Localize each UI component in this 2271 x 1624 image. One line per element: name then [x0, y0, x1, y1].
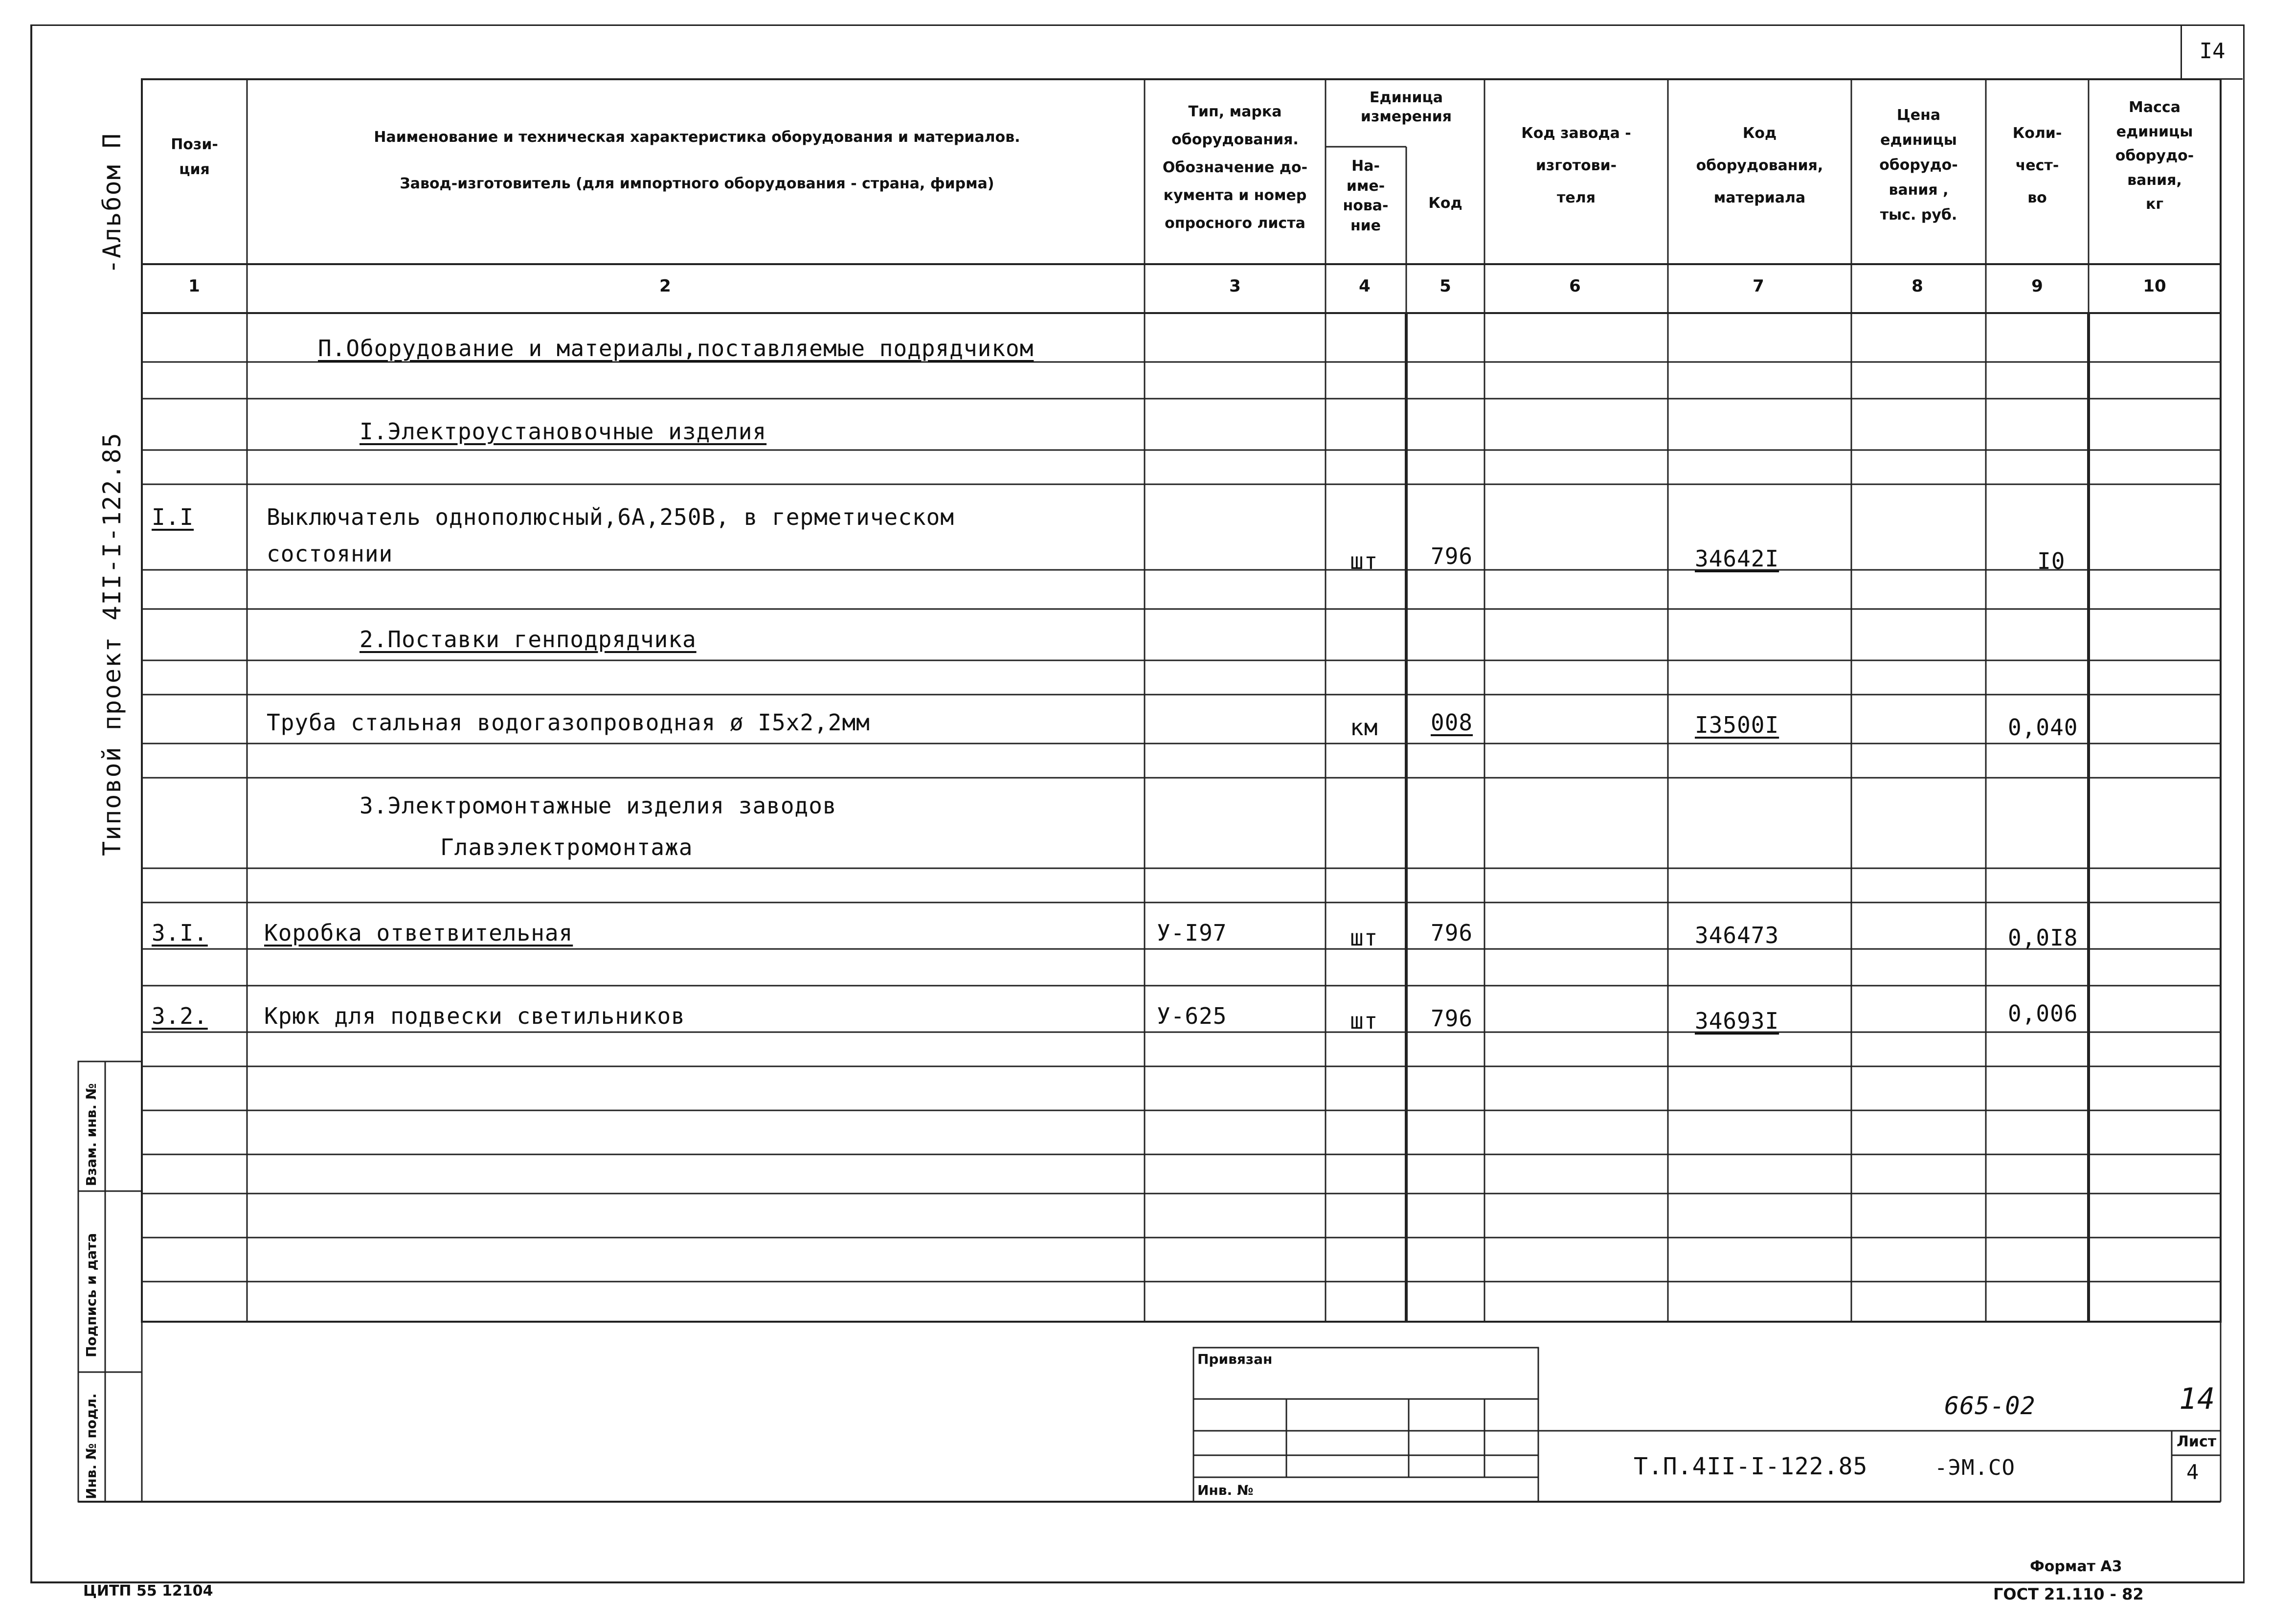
subsection-heading: I.Электроустановочные изделия: [360, 418, 767, 445]
col-num-8: 8: [1911, 276, 1923, 296]
header-mass: Масса единицы оборудо- вания, кг: [2115, 99, 2194, 213]
header-unit-name: На- име- нова- ние: [1343, 158, 1389, 234]
row-unit-code: 796: [1431, 543, 1473, 569]
header-unit: Единица измерения: [1360, 89, 1452, 125]
row-material-code: 346473: [1695, 922, 1779, 948]
col-num-6: 6: [1569, 276, 1581, 296]
podpis-data-label: Подпись и дата: [83, 1233, 99, 1357]
sheet-handwritten: 14: [2179, 1382, 2216, 1416]
document-code: Т.П.4II-I-122.85: [1634, 1453, 1868, 1480]
row-material-code: 34693I: [1695, 1008, 1779, 1034]
col-num-9: 9: [2031, 276, 2043, 296]
project-title: Типовой проект 4II-I-122.85: [98, 432, 126, 856]
list-label: Лист: [2177, 1433, 2217, 1450]
row-unit-code: 008: [1431, 709, 1473, 736]
footer-gost: ГОСТ 21.110 - 82: [1993, 1585, 2144, 1603]
subsection-heading-cont: Главэлектромонтажа: [440, 834, 693, 860]
footer-left: ЦИТП 55 12104: [83, 1582, 213, 1600]
header-type: Тип, марка оборудования. Обозначение до- кумента и номер опросного листа: [1162, 103, 1308, 232]
document-suffix: -ЭМ.СО: [1934, 1455, 2015, 1480]
row-name: Труба стальная водогазопроводная ø I5x2,2мм: [267, 709, 870, 736]
row-position: I.I: [152, 504, 194, 530]
col-num-4: 4: [1359, 276, 1371, 296]
row-type: У-I97: [1157, 920, 1227, 946]
header-factory-code: Код завода - изготови- теля: [1521, 125, 1631, 206]
inv-podl-label: Инв. № подл.: [83, 1393, 99, 1499]
row-material-code: I3500I: [1695, 712, 1779, 738]
row-name: Крюк для подвески светильников: [264, 1003, 685, 1029]
sheet-corner-number: I4: [2181, 24, 2243, 80]
col-num-10: 10: [2143, 276, 2166, 296]
row-name: Выключатель однополюсный,6А,250В, в герметическом: [267, 504, 955, 530]
row-unit: км: [1350, 714, 1378, 741]
row-position: 3.2.: [152, 1003, 208, 1029]
row-name: Коробка ответвительная: [264, 920, 573, 946]
subsection-heading: 3.Электромонтажные изделия заводов: [360, 792, 837, 819]
row-type: У-625: [1157, 1003, 1227, 1029]
header-quantity: Коли- чест- во: [2012, 125, 2062, 206]
vzam-inv-label: Взам. инв. №: [83, 1083, 99, 1186]
header-name-line2: Завод-изготовитель (для импортного оборудования - страна, фирма): [400, 175, 994, 192]
row-unit: шт: [1350, 548, 1378, 574]
list-number: 4: [2186, 1460, 2200, 1484]
album-title: -Альбом П: [98, 133, 126, 274]
header-unit-code: Код: [1428, 195, 1462, 212]
row-unit-code: 796: [1431, 1005, 1473, 1032]
section-heading: П.Оборудование и материалы,поставляемые подрядчиком: [318, 335, 1034, 361]
row-quantity: 0,0I8: [2008, 925, 2078, 951]
privyazan-label: Привязан: [1197, 1351, 1273, 1367]
row-position: 3.I.: [152, 920, 208, 946]
row-unit: шт: [1350, 925, 1378, 951]
row-material-code: 34642I: [1695, 545, 1779, 572]
header-price: Цена единицы оборудо- вания , тыс. руб.: [1879, 107, 1958, 224]
row-quantity: I0: [2037, 548, 2066, 574]
inv-no-label: Инв. №: [1197, 1482, 1254, 1498]
subsection-heading: 2.Поставки генподрядчика: [360, 626, 697, 653]
col-num-7: 7: [1753, 276, 1764, 296]
col-num-2: 2: [659, 276, 671, 296]
col-num-5: 5: [1439, 276, 1451, 296]
footer-format: Формат А3: [2030, 1558, 2122, 1575]
row-quantity: 0,040: [2008, 714, 2078, 741]
header-equipment-code: Код оборудования, материала: [1696, 125, 1823, 206]
col-num-1: 1: [188, 276, 200, 296]
header-name-line1: Наименование и техническая характеристика оборудования и материалов.: [374, 129, 1020, 146]
order-number: 665-02: [1944, 1392, 2036, 1420]
col-num-3: 3: [1229, 276, 1241, 296]
row-unit-code: 796: [1431, 920, 1473, 946]
row-quantity: 0,006: [2008, 1000, 2078, 1027]
row-unit: шт: [1350, 1008, 1378, 1034]
row-name-cont: состоянии: [267, 541, 393, 567]
header-position: Пози- ция: [171, 136, 218, 178]
